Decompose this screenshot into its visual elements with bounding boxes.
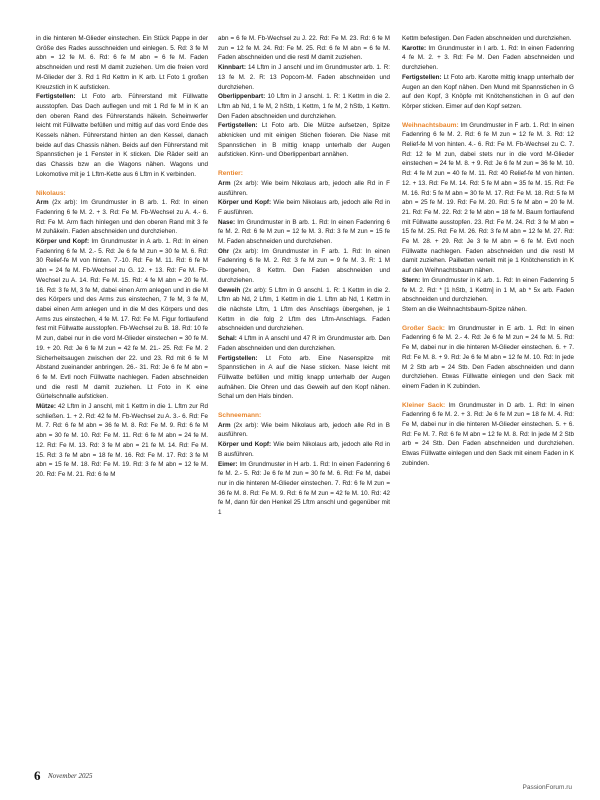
label-body: Körper und Kopf: bbox=[218, 199, 272, 207]
heading-grosser-sack: Großer Sack: bbox=[402, 324, 445, 332]
text-arm: (2x arb): Wie beim Nikolaus arb, jedoch alle Rd in F ausführen. bbox=[218, 179, 390, 197]
text-body: Wie beim Nikolaus arb, jedoch alle Rd in F ausführen. bbox=[218, 199, 390, 216]
heading-rentier: Rentier: bbox=[218, 170, 243, 178]
section-weihnachtsbaum bbox=[402, 121, 574, 315]
paragraph-small-sack bbox=[402, 401, 574, 469]
text-finishing: Lt Foto arb. Karotte mittig knapp unterhalb der Augen an den Kopf nähen. Den Mund mit Spannstichen in G auf den Kopf, 3 Knöpfe mit Knötchenstichen in G auf den Körper sticken. Eimer auf den Kopf setzen. bbox=[402, 73, 574, 110]
label-star: Stern: bbox=[402, 276, 421, 284]
paragraph-tree bbox=[402, 121, 574, 276]
label-ear: Ohr bbox=[218, 247, 230, 255]
label-finishing: Fertigstellen: bbox=[36, 93, 76, 101]
heading-kleiner-sack: Kleiner Sack: bbox=[402, 401, 446, 409]
site-watermark: PassionForum.ru bbox=[522, 784, 572, 791]
text-chin-beard: 14 Lftm in J anschl und im Grundmuster arb. 1. R: 13 fe M. 2. R: 13 Popcorn-M. Faden abschneiden und durchziehen. bbox=[218, 64, 390, 91]
label-body: Körper und Kopf: bbox=[36, 238, 90, 246]
paragraph-bucket bbox=[218, 460, 390, 518]
section-nikolaus bbox=[36, 189, 208, 480]
paragraph-snowman-finishing bbox=[402, 73, 574, 112]
label-arm: Arm bbox=[218, 421, 231, 429]
text-finishing: Lt Foto arb. Die Mütze aufsetzen, Spitze abknicken und mit einigen Stichen fixieren. Die Nase mit Spannstichen in B mittig knapp unterhalb der Augen aufsticken. Kinn- und Oberlippenbart annähen. bbox=[218, 122, 390, 159]
text-nose: Im Grundmuster in B arb. 1. Rd: In einen Fadenring 6 fe M. 2. Rd: 6 fe M zun = 12 fe M. 3. Rd: 3 fe M zun = 15 fe M. Faden abschneiden und durchziehen. bbox=[218, 218, 390, 246]
label-nose: Nase: bbox=[218, 218, 236, 226]
label-finishing: Fertigstellen: bbox=[218, 354, 258, 362]
paragraph-arm bbox=[36, 198, 208, 237]
paragraph-hat-end: abn = 6 fe M. Fb-Wechsel zu J. 22. Rd: Fe M. 23. Rd: 6 fe M zun = 12 fe M. 24. Rd: Fe M. 25. Rd: 6 fe M abn = 6 fe M. Faden abschneiden und die restl M damit zuziehen. bbox=[218, 35, 390, 62]
paragraph-wheel-end: in die hinteren M-Glieder einstechen. Ein Stück Pappe in der Größe des Rades ausschneiden und einlegen. 5. Rd: 3 fe M abn = 12 fe M. 6. Rd: 6 fe M abn = 6 fe M. Faden abschneiden und restl M damit zuziehen. Um die freien vord M-Glieder der 3. Rd 1 Rd Kettm in K arb. Lt Foto 1 großen Kreuzstich in K aufsticken. bbox=[36, 35, 208, 91]
page-number: 6 bbox=[34, 768, 41, 783]
paragraph-carrot bbox=[402, 44, 574, 73]
paragraph-body bbox=[218, 440, 390, 459]
text-scarf: 4 Lftm in A anschl und 47 R im Grundmuster arb. Den Faden abschneiden und den durchziehen. bbox=[218, 335, 390, 352]
paragraph-nose bbox=[218, 218, 390, 247]
paragraph-antler bbox=[218, 286, 390, 335]
text-body: Wie beim Nikolaus arb, jedoch alle Rd in B ausführen. bbox=[218, 441, 390, 458]
text-carrot: Im Grundmuster in I arb. 1. Rd: In einen Fadenring 4 fe M. 2. + 3. Rd: Fe M. Den Faden abschneiden und durchziehen. bbox=[402, 44, 574, 72]
text-tree: Im Grundmuster in F arb. 1. Rd: In einen Fadenring 6 fe M. 2. Rd: 6 fe M zun = 12 fe M. 3. Rd: 12 Relief-fe M von hinten. 4.- 6. Rd: Fe M. Fb-Wechsel zu C. 7. Rd: 12 fe M zun, dabei stets nur in die vord M-Glieder einstechen = 24 fe M. 8. + 9. Rd: Je 6 fe M zun = 36 fe M. 10. Rd: 4 fe M zun = 40 fe M. 11. Rd: 40 Relief-fe M von hinten. 12. + 13. Rd: Fe M. 14. Rd: 5 fe M abn = 35 fe M. 15. Rd: Fe M. 16. Rd: 5 fe M abn = 30 fe M. 17. Rd: Fe M. 18. Rd: 5 fe M abn = 25 fe M. 19. Rd: Fe M. 20. Rd: 5 fe M abn = 20 fe M. 21. Rd: Fe M. 22. Rd: 2 fe M abn = 18 fe M. Baum fortlaufend mit Füllwatte ausstopfen. 23. Rd: Fe M. 24. Rd: 3 fe M abn = 15 fe M. 25. Rd: Fe M. 26. Rd: 3 fe M abn = 12 fe M. 27. Rd: Fe M. 28. + 29. Rd: Je 3 fe M abn = 6 fe M. Evtl noch Füllwatte nachlegen. Faden abschneiden und die restl M damit zuziehen. Pailletten verteilt mit je 1 Knötchenstich in K auf den Weihnachtsbaum nähen. bbox=[402, 121, 574, 275]
text-moustache: 10 Lftm in J anschl. 1. R: 1 Kettm in die 2. Lftm ab Nd, 1 fe M, 2 hStb, 1 Kettm, 1 fe M, 2 hStb, 1 Kettm. Den Faden abschneiden und durchziehen. bbox=[218, 93, 390, 120]
heading-nikolaus: Nikolaus: bbox=[36, 189, 66, 197]
text-big-sack: Im Grundmuster in E arb. 1. Rd: In einen Fadenring 6 fe M. 2.- 4. Rd: Je 6 fe M zun = 24 fe M. 5. Rd: Fe M, dabei nur in die hinteren M-Glieder einstechen. 6. + 7. Rd: Fe M. 8. + 9. Rd: Je 6 fe M abn = 12 fe M. 10. Rd: In jede M 2 Stb arb = 24 Stb. Den Faden abschneiden und dann durchziehen. Etwas Füllwatte einlegen und den Sack mit einem Faden in K zubinden. bbox=[402, 324, 574, 390]
label-finishing: Fertigstellen: bbox=[402, 73, 442, 81]
section-grosser-sack bbox=[402, 324, 574, 392]
label-body: Körper und Kopf: bbox=[218, 441, 272, 449]
column-2 bbox=[218, 34, 390, 518]
paragraph-chin-beard bbox=[218, 63, 390, 92]
label-arm: Arm bbox=[218, 179, 231, 187]
paragraph-arm bbox=[218, 421, 390, 440]
label-moustache: Oberlippenbart: bbox=[218, 93, 266, 101]
label-arm: Arm bbox=[36, 199, 49, 207]
paragraph-star-attach: Stern an die Weihnachtsbaum-Spitze nähen. bbox=[402, 305, 527, 313]
text-antler: (2x arb): 5 Lftm in G anschl. 1. R: 1 Kettm in die 2. Lftm ab Nd, 2 Lftm, 1 Kettm in die 1. Lftm ab Nd, 1 Kettm in die nächste Lftm, 1 Lftm des Anschlags übergehen, je 1 Kettm in die folg 2 Lftm des Lftm-Anschlags. Faden abschneiden und durchziehen. bbox=[218, 286, 390, 333]
paragraph-hat bbox=[36, 402, 208, 480]
label-finishing: Fertigstellen: bbox=[218, 122, 258, 130]
text-finishing: Lt Foto arb. Führerstand mit Füllwatte ausstopfen. Das Dach auflegen und mit 1 Rd fe M in K an den oberen Rand des Führerstands häkeln. Scheinwerfer leicht mit Füllwatte befüllen und mittig auf das vord Ende des Kessels nähen. Führerstand hinten an den Kessel, danach beide auf das Chassis nähen. Beids auf den Führerstand mit Spannstichen je 1 Fenster in K sticken. Die Räder seitl an das Chassis bzw an die Wagons nähen. Wagons und Lokomotive mit je 1 Lftm-Kette aus 6 Lftm in K verbinden. bbox=[36, 93, 208, 178]
label-hat: Mütze: bbox=[36, 403, 56, 411]
text-arm: (2x arb): Im Grundmuster in B arb. 1. Rd: In einen Fadenring 6 fe M. 2. + 3. Rd: Fe M. Fb-Wechsel zu A. 4.- 6. Rd: Fe M. Arm flach hinlegen und den oberen Rand mit 3 fe M zuhäkeln. Faden abschneiden und durchziehen. bbox=[36, 199, 208, 236]
label-chin-beard: Kinnbart: bbox=[218, 64, 246, 72]
paragraph-body bbox=[36, 237, 208, 402]
text-body: Im Grundmuster in A arb. 1. Rd: In einen Fadenring 6 fe M. 2.- 5. Rd: Je 6 fe M zun = 30 fe M. 6. Rd: 30 Relief-fe M von hinten. 7.-10. Rd: Fe M. 11. Rd: 6 fe M abn = 24 fe M. Fb-Wechsel zu G. 12. + 13. Rd: Fe M. Fb-Wechsel zu A. 14. Rd: Fe M. 15. Rd: 4 fe M abn = 20 fe M. 16. Rd: 3 fe M, 3 fe M, dabei einen Arm anlegen und in die M des Körpers und des Arms zus einstechen, 7 fe M, 3 fe M, dabei einen Arm anlegen und in die M des Körpers und des Arms zus einstechen, 4 fe M. 17. Rd: Fe M. Figur fortlaufend fest mit Füllwatte ausstopfen. Fb-Wechsel zu B. 18. Rd: 10 fe M zun, dabei nur in die vord M-Glieder einstechen = 30 fe M. 19. + 20. Rd: Je 6 fe M zun = 42 fe M. 21.- 25. Rd: Fe M. 2 Sicherheitsaugen zwischen der 22. und 23. Rd mit 6 fe M Abstand zueinander anbringen. 26.- 31. Rd: Je 6 fe M abn = 6 fe M. Evtl noch Füllwatte nachlegen. Faden abschneiden und die restl M damit zuziehen. Lt Foto in K eine Gürtelschnalle aufsticken. bbox=[36, 238, 208, 401]
paragraph-rentier-finishing bbox=[218, 354, 390, 403]
paragraph-big-sack bbox=[402, 324, 574, 392]
paragraph-star bbox=[402, 276, 574, 305]
text-finishing: Lt Foto arb. Eine Nasenspitze mit Spannstichen in A auf die Nase sticken. Nase leicht mit Füllwatte befüllen und mittig knapp unterhalb der Augen aufnähen. Die Ohren und das Geweih auf den Kopf nähen. Schal um den Hals binden. bbox=[218, 354, 390, 401]
column-1 bbox=[36, 34, 208, 480]
label-bucket: Eimer: bbox=[218, 460, 238, 468]
text-ear: (2x arb): Im Grundmuster in F arb. 1. Rd: In einen Fadenring 6 fe M. 2. Rd: 3 fe M zun = 9 fe M. 3. R: 1 M übergehen, 8 Kettm. Den Faden abschneiden und durchziehen. bbox=[218, 247, 390, 284]
column-3 bbox=[402, 34, 574, 469]
paragraph-nikolaus-finishing bbox=[218, 121, 390, 160]
text-arm: (2x arb): Wie beim Nikolaus arb, jedoch alle Rd in B ausführen. bbox=[218, 421, 390, 439]
heading-schneemann: Schneemann: bbox=[218, 412, 262, 420]
text-hat: 42 Lftm in J anschl, mit 1 Kettm in die 1. Lftm zur Rd schließen. 1. + 2. Rd: 42 fe M. Fb-Wechsel zu A. 3.- 6. Rd: Fe M. 7. Rd: 6 fe M abn = 36 fe M. 8. Rd: Fe M. 9. Rd: 6 fe M abn = 30 fe M. 10. Rd: Fe M. 11. Rd: 6 fe M abn = 24 fe M. 12. Rd: Fe M. 13. Rd: 3 fe M abn = 21 fe M. 14. Rd: Fe M. 15. Rd: 3 fe M abn = 18 fe M. 16. Rd: Fe M. 17. Rd: 3 fe M abn = 15 fe M. 18. Rd: Fe M. 19. Rd: 3 fe M abn = 12 fe M. 20. Rd: Fe M. 21. Rd: 6 fe M bbox=[36, 403, 208, 478]
paragraph-scarf bbox=[218, 334, 390, 353]
text-bucket: Im Grundmuster in H arb. 1. Rd: In einen Fadenring 6 fe M. 2.- 5. Rd: Je 6 fe M zun = 30 fe M. 6. Rd: Fe M, dabei nur in die hinteren M-Glieder einstechen. 7. Rd: 6 fe M zun = 36 fe M. 8. Rd: Fe M. 9. Rd: 6 fe M zun = 42 fe M. 10. Rd: 42 fe M, dann für den Henkel 25 Lftm anschl und gegenüber mit 1 bbox=[218, 460, 390, 517]
paragraph-moustache bbox=[218, 92, 390, 121]
heading-weihnachtsbaum: Weihnachtsbaum: bbox=[402, 121, 459, 129]
label-scarf: Schal: bbox=[218, 335, 237, 343]
label-antler: Geweih bbox=[218, 286, 241, 294]
issue-date: November 2025 bbox=[48, 772, 93, 780]
paragraph-arm bbox=[218, 179, 390, 198]
section-schneemann bbox=[218, 411, 390, 518]
text-small-sack: Im Grundmuster in D arb. 1. Rd: In einen Fadenring 6 fe M. 2. + 3. Rd: Je 6 fe M zun = 18 fe M. 4. Rd: Fe M, dabei nur in die hinteren M-Glieder einstechen. 5. + 6. Rd: Fe M. 7. Rd: 6 fe M abn = 12 fe M. 8. Rd: In jede M 2 Stb arb = 24 Stb. Den Faden abschneiden und durchziehen. Etwas Füllwatte einlegen und den Sack mit einem Faden in K zubinden. bbox=[402, 401, 575, 467]
paragraph-bucket-end: Kettm befestigen. Den Faden abschneiden und durchziehen. bbox=[402, 35, 572, 42]
paragraph-train-finishing bbox=[36, 92, 208, 179]
label-carrot: Karotte: bbox=[402, 44, 427, 52]
paragraph-ear bbox=[218, 247, 390, 286]
section-kleiner-sack bbox=[402, 401, 574, 469]
paragraph-body bbox=[218, 198, 390, 217]
text-star: Im Grundmuster in K arb. 1. Rd: In einen Fadenring 5 fe M. 2. Rd: * [1 hStb, 1 Kettm] in 1 M, ab * 5x arb. Faden abschneiden und durchziehen. bbox=[402, 276, 574, 304]
section-rentier bbox=[218, 169, 390, 402]
